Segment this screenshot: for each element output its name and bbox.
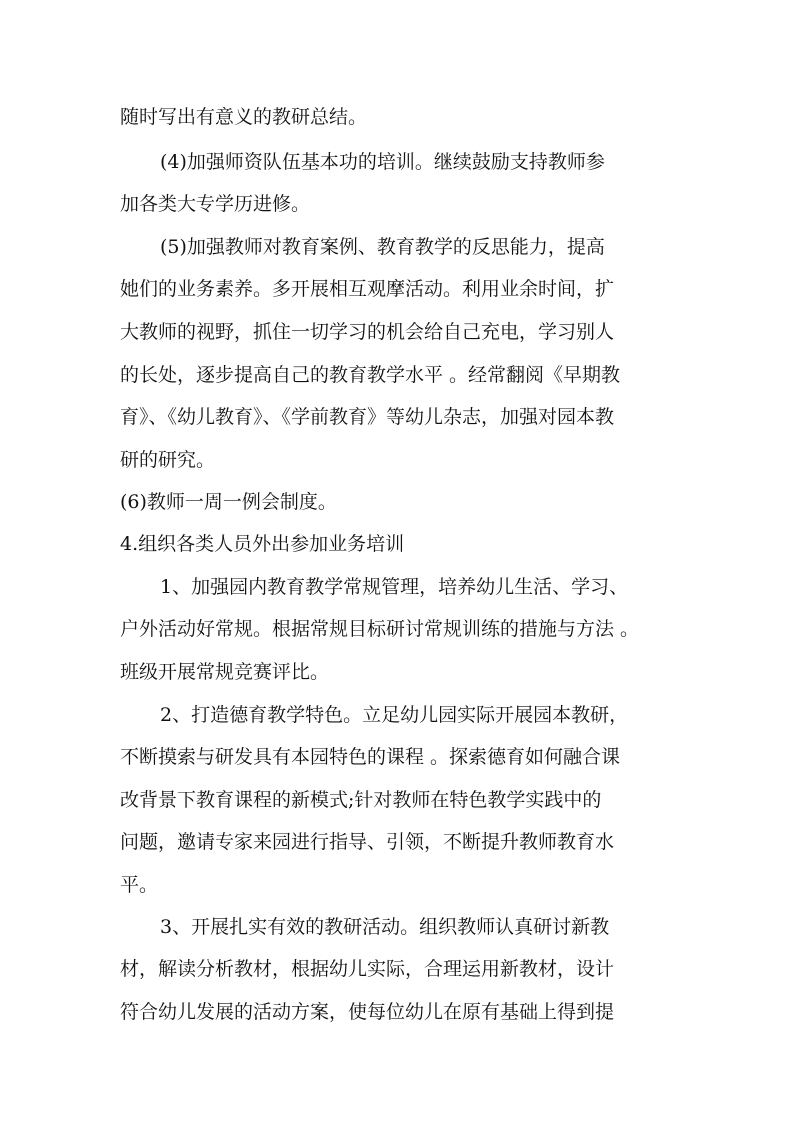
text-line: 3、开展扎实有效的教研活动。组织教师认真研讨新教	[160, 916, 610, 938]
text-line: 育》、《幼儿教育》、《学前教育》等幼儿杂志，加强对园本教	[120, 406, 615, 428]
section-heading: 4.组织各类人员外出参加业务培训	[120, 533, 405, 555]
text-line: 加各类大专学历进修。	[120, 193, 311, 215]
text-line: 班级开展常规竞赛评比。	[120, 661, 330, 683]
text-line: 符合幼儿发展的活动方案，使每位幼儿在原有基础上得到提	[120, 1001, 615, 1023]
text-line: 她们的业务素养。多开展相互观摩活动。利用业余时间，扩	[120, 278, 615, 300]
text-line: 户外活动好常规。根据常规目标研讨常规训练的措施与方法 。	[120, 618, 640, 640]
text-line: 材，解读分析教材，根据幼儿实际，合理运用新教材，设计	[120, 958, 615, 980]
text-line: 随时写出有意义的教研总结。	[120, 106, 368, 128]
text-line: 研的研究。	[120, 449, 216, 471]
text-line: 问题，邀请专家来园进行指导、引领，不断提升教师教育水	[120, 831, 615, 853]
text-line: 1、加强园内教育教学常规管理，培养幼儿生活、学习、	[160, 576, 629, 598]
text-line: 的长处，逐步提高自己的教育教学水平 。经常翻阅《早期教	[120, 364, 621, 386]
text-line: 不断摸索与研发具有本园特色的课程 。探索德育如何融合课	[120, 746, 621, 768]
text-line: (5)加强教师对教育案例、教育教学的反思能力，提高	[160, 236, 605, 258]
text-line: (4)加强师资队伍基本功的培训。继续鼓励支持教师参	[160, 151, 605, 173]
text-line: 2、打造德育教学特色。立足幼儿园实际开展园本教研，	[160, 704, 629, 726]
text-line: 平。	[120, 874, 159, 896]
text-line: 改背景下教育课程的新模式;针对教师在特色教学实践中的	[120, 789, 602, 811]
text-line: 大教师的视野，抓住一切学习的机会给自己充电，学习别人	[120, 321, 615, 343]
text-line: (6)教师一周一例会制度。	[120, 491, 337, 513]
